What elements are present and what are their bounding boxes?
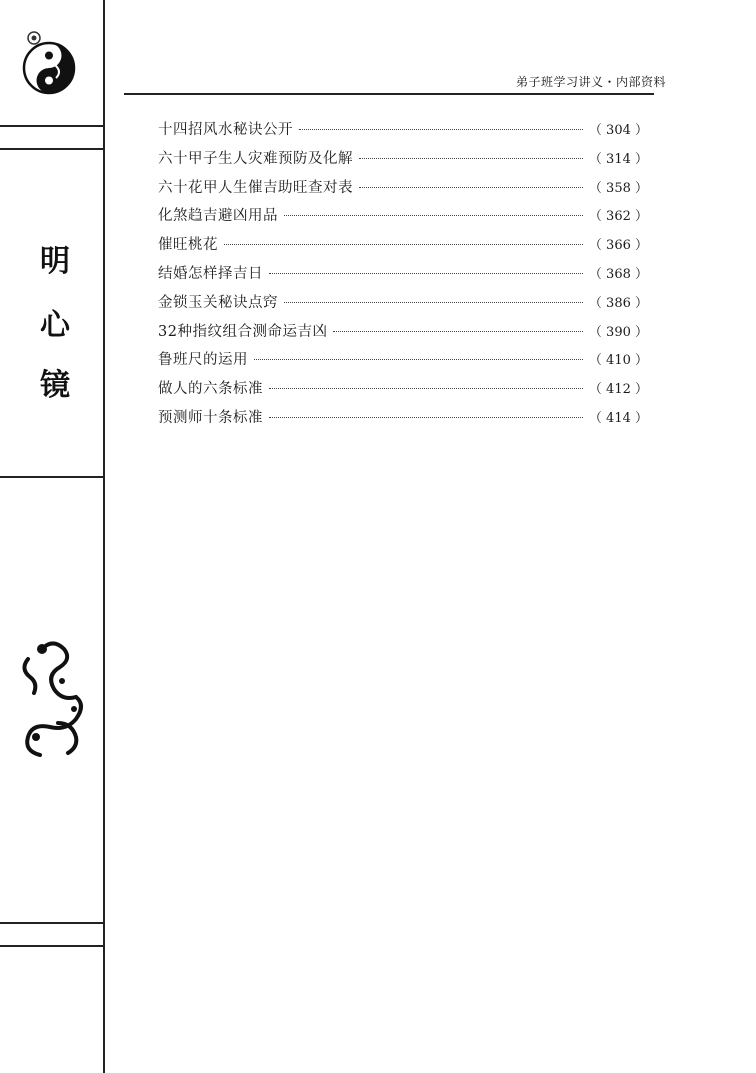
side-title-char-1: 明: [40, 244, 70, 279]
toc-leader-dots: [284, 302, 583, 303]
toc-entry-title: 鲁班尺的运用: [158, 352, 248, 369]
toc-entry-page: （ 366 ）: [588, 238, 648, 254]
toc-entry[interactable]: [158, 147, 648, 176]
toc-leader-dots: [359, 187, 583, 188]
toc-leader-dots: [333, 331, 582, 332]
toc-entry-title: 预测师十条标准: [158, 409, 263, 426]
toc-entry-title: 金锁玉关秘诀点窍: [158, 294, 278, 311]
sidebar-divider: [103, 0, 105, 1073]
toc-entry-page: （ 412 ）: [588, 382, 648, 398]
toc-entry-page: （ 390 ）: [588, 324, 648, 340]
toc-entry-page: （ 368 ）: [588, 266, 648, 282]
sidebar-rule-top-2: [0, 148, 104, 150]
toc-entry-page: （ 314 ）: [588, 151, 648, 167]
running-header: 弟子班学习讲义・内部资料: [515, 75, 666, 89]
toc-entry[interactable]: [158, 233, 648, 262]
toc-leader-dots: [224, 244, 583, 245]
toc-leader-dots: [299, 129, 583, 130]
header-rule: [124, 93, 654, 95]
sidebar-rule-middle: [0, 476, 104, 478]
toc-entry[interactable]: [158, 176, 648, 205]
toc-leader-dots: [284, 215, 583, 216]
toc-entry-page: （ 410 ）: [588, 353, 648, 369]
toc-leader-dots: [269, 273, 583, 274]
toc-entry[interactable]: [158, 204, 648, 233]
toc-entry-title: 十四招风水秘诀公开: [158, 122, 293, 138]
table-of-contents: [158, 118, 648, 435]
toc-entry[interactable]: [158, 377, 648, 406]
sidebar-rule-top-1: [0, 125, 104, 127]
toc-entry[interactable]: [158, 291, 648, 320]
toc-leader-dots: [359, 158, 583, 159]
side-title-char-2: 心: [40, 308, 70, 343]
toc-entry-title: 结婚怎样择吉日: [158, 265, 263, 282]
taiji-logo-icon: [18, 28, 80, 96]
toc-entry-title: 六十甲子生人灾难预防及化解: [158, 150, 353, 167]
toc-entry-title: 做人的六条标准: [158, 381, 263, 398]
toc-entry[interactable]: [158, 406, 648, 435]
toc-entry-title: 化煞趋吉避凶用品: [158, 208, 278, 225]
toc-leader-dots: [269, 388, 583, 389]
toc-leader-dots: [254, 359, 583, 360]
side-title-char-3: 镜: [40, 368, 70, 403]
toc-entry[interactable]: [158, 118, 648, 147]
toc-entry-title: 32种指纹组合测命运吉凶: [158, 323, 328, 340]
toc-entry-page: （ 304 ）: [588, 123, 648, 138]
toc-entry[interactable]: [158, 320, 648, 349]
toc-leader-dots: [269, 417, 583, 418]
toc-entry-page: （ 362 ）: [588, 209, 648, 225]
toc-entry[interactable]: [158, 262, 648, 291]
toc-entry-page: （ 414 ）: [588, 410, 648, 426]
sidebar-rule-bottom-1: [0, 922, 104, 924]
toc-entry[interactable]: [158, 348, 648, 377]
dragon-ornament-icon: [14, 635, 94, 765]
toc-entry-page: （ 386 ）: [588, 295, 648, 311]
sidebar-rule-bottom-2: [0, 945, 104, 947]
toc-entry-page: （ 358 ）: [588, 180, 648, 196]
toc-entry-title: 催旺桃花: [158, 237, 218, 254]
toc-entry-title: 六十花甲人生催吉助旺查对表: [158, 179, 353, 196]
